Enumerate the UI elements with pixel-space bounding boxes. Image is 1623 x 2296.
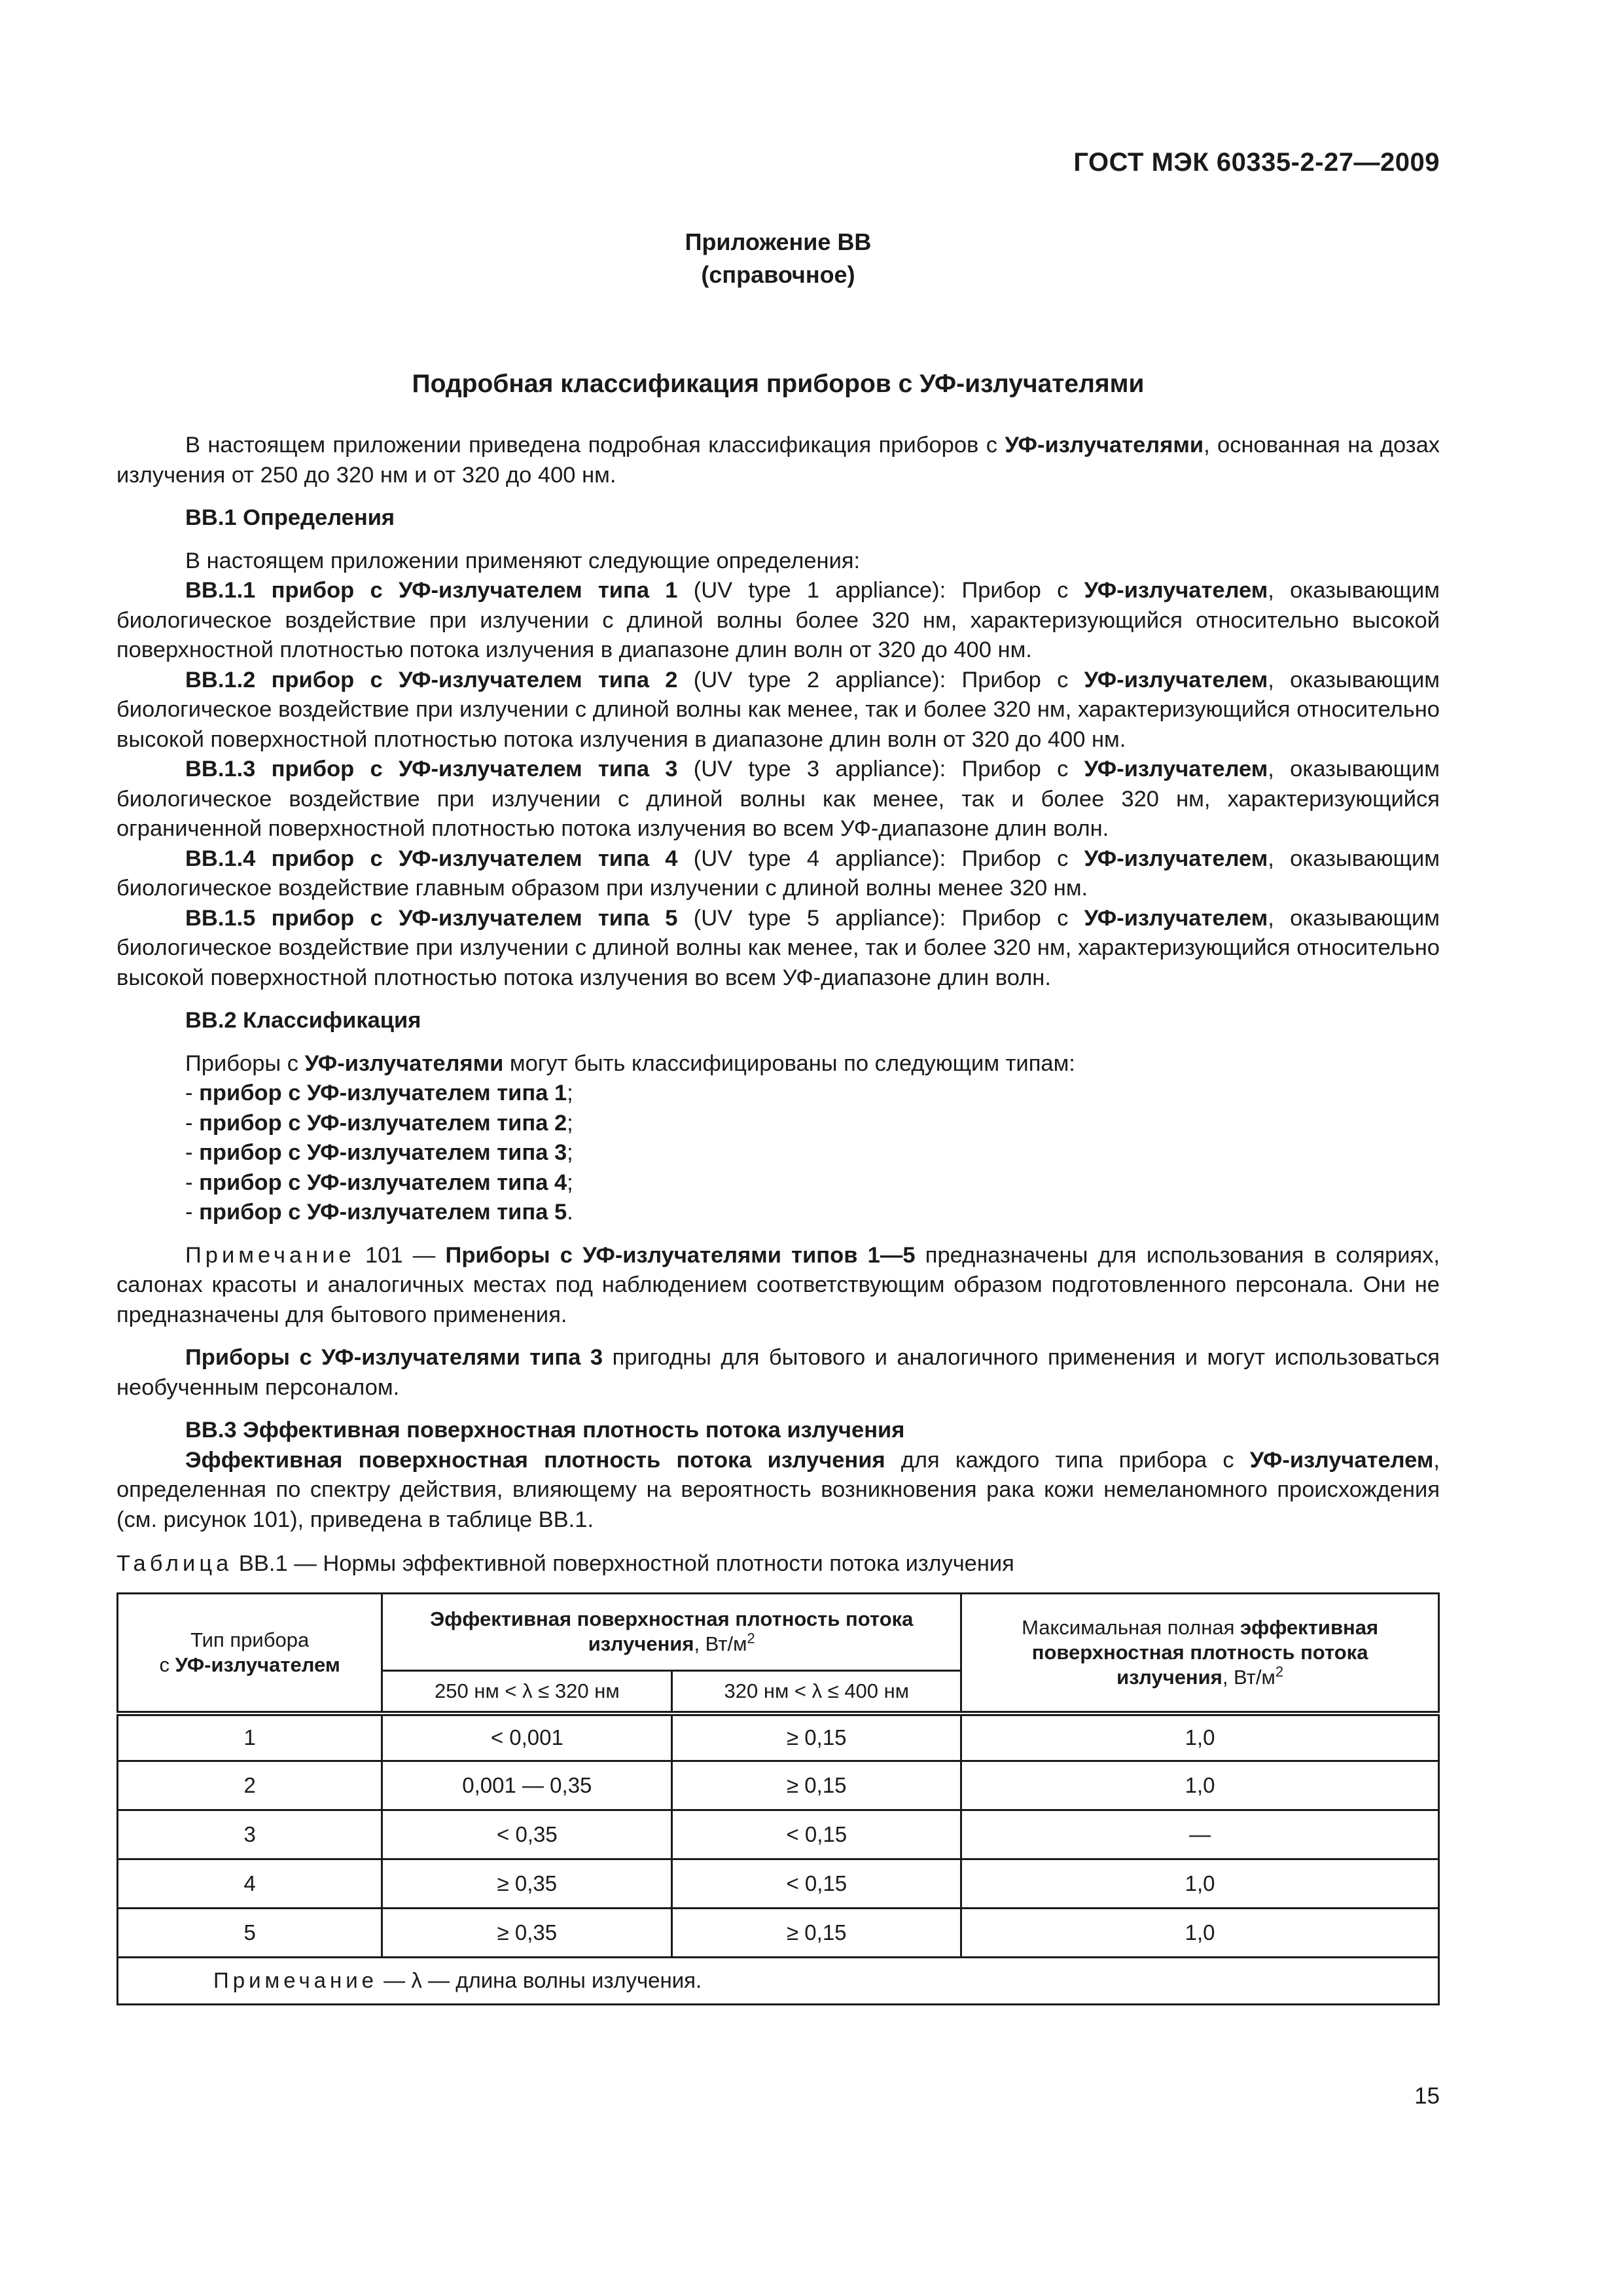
- cell-uvb: ≥ 0,35: [382, 1908, 672, 1957]
- column-header-250-320: 250 нм < λ ≤ 320 нм: [382, 1670, 672, 1713]
- column-header-max-total: Максимальная полная эффективная поверхностная плотность потока излучения, $Вт/м^2$: [961, 1593, 1439, 1713]
- table-row: [118, 1859, 1439, 1908]
- column-header-effective-irradiance: Эффективная поверхностная плотность потока излучения, $Вт/м^2$: [382, 1593, 961, 1670]
- list-item: - прибор с УФ-излучателем типа 4;: [185, 1170, 573, 1195]
- table-note-label: Примечание: [213, 1968, 378, 1992]
- list-item: - прибор с УФ-излучателем типа 2;: [185, 1110, 573, 1136]
- intro-term: УФ-излучателями: [1005, 433, 1204, 457]
- cell-type: 3: [118, 1810, 382, 1859]
- cell-max: —: [961, 1810, 1439, 1859]
- cell-type: 1: [118, 1713, 382, 1761]
- cell-type: 2: [118, 1761, 382, 1810]
- intro-paragraph: [116, 431, 1440, 490]
- definition-bb1-4: ВВ.1.4 прибор с УФ-излучателем типа 4 (UV type 4 appliance): Прибор с УФ-излучателем, оказывающим биологическое воздействие главным образом при излучении с длиной волны менее 320 нм.: [116, 846, 1440, 901]
- cell-max: 1,0: [961, 1761, 1439, 1810]
- type3-paragraph: Приборы с УФ-излучателями типа 3 пригодны для бытового и аналогичного применения и могут использоваться необученным персоналом.: [116, 1345, 1440, 1400]
- annex-main-title: Подробная классификация приборов с УФ-излучателями: [412, 370, 1145, 398]
- intro-text-2: , основанная на дозах излучения от 250 до 320 нм и от 320 до 400 нм.: [116, 433, 1440, 488]
- intro-text-1: В настоящем приложении приведена подробная классификация приборов с: [185, 433, 1005, 457]
- definition-bb1-3: ВВ.1.3 прибор с УФ-излучателем типа 3 (UV type 3 appliance): Прибор с УФ-излучателем, оказывающим биологическое воздействие при излучении с длиной волны как менее, так и более 320 нм, характеризующийся ограниченной поверхностной плотностью потока излучения во всем УФ-диапазоне длин волн.: [116, 757, 1440, 841]
- list-item: - прибор с УФ-излучателем типа 5.: [185, 1200, 573, 1225]
- page-number: 15: [1414, 2083, 1440, 2109]
- list-item: - прибор с УФ-излучателем типа 1;: [185, 1081, 573, 1105]
- cell-uvb: < 0,35: [382, 1810, 672, 1859]
- table-row: [118, 1810, 1439, 1859]
- cell-max: 1,0: [961, 1859, 1439, 1908]
- cell-uva: < 0,15: [672, 1810, 961, 1859]
- definition-bb1-1: ВВ.1.1 прибор с УФ-излучателем типа 1 (UV type 1 appliance): Прибор с УФ-излучателем, оказывающим биологическое воздействие при излучении с длиной волны более 320 нм, характеризующийся относительно высокой поверхностной плотностью потока излучения в диапазоне длин волн от 320 до 400 нм.: [116, 578, 1440, 662]
- annex-title: Приложение ВВ: [685, 228, 872, 255]
- cell-uva: ≥ 0,15: [672, 1908, 961, 1957]
- definition-bb1-5: ВВ.1.5 прибор с УФ-излучателем типа 5 (UV type 5 appliance): Прибор с УФ-излучателем, оказывающим биологическое воздействие при излучении с длиной волны как менее, так и более 320 нм, характеризующийся относительно высокой поверхностной плотностью потока излучения во всем УФ-диапазоне длин волн.: [116, 905, 1440, 990]
- definition-bb1-2: ВВ.1.2 прибор с УФ-излучателем типа 2 (UV type 2 appliance): Прибор с УФ-излучателем, оказывающим биологическое воздействие при излучении с длиной волны как менее, так и более 320 нм, характеризующийся относительно высокой поверхностной плотностью потока излучения в диапазоне длин волн от 320 до 400 нм.: [116, 667, 1440, 752]
- bb1-heading: ВВ.1 Определения: [185, 505, 395, 530]
- column-header-type: Тип прибора с УФ-излучателем: [118, 1593, 382, 1713]
- note-101: Примечание 101 — Приборы с УФ-излучателями типов 1—5 предназначены для использования в соляриях, салонах красоты и аналогичных местах под наблюдением соответствующим образом подготовленного персонала. Они не предназначены для бытового применения.: [116, 1242, 1440, 1327]
- cell-uva: ≥ 0,15: [672, 1713, 961, 1761]
- bb3-paragraph: Эффективная поверхностная плотность потока излучения для каждого типа прибора с УФ-излучателем, определенная по спектру действия, влияющему на вероятность возникновения рака кожи немеланомного происхождения (см. рисунок 101), приведена в таблице ВВ.1.: [116, 1447, 1440, 1532]
- cell-uvb: ≥ 0,35: [382, 1859, 672, 1908]
- irradiance-table: [116, 1592, 1440, 2005]
- bb1-lead: В настоящем приложении применяют следующие определения:: [185, 548, 861, 573]
- annex-status: (справочное): [701, 261, 855, 288]
- table-note-row: [118, 1957, 1439, 2004]
- bb2-heading: ВВ.2 Классификация: [185, 1008, 421, 1033]
- bb2-lead: Приборы с УФ-излучателями могут быть классифицированы по следующим типам:: [185, 1050, 1075, 1076]
- table-row: [118, 1713, 1439, 1761]
- column-header-320-400: 320 нм < λ ≤ 400 нм: [672, 1670, 961, 1713]
- cell-uvb: 0,001 — 0,35: [382, 1761, 672, 1810]
- table-caption: Таблица ВВ.1 — Нормы эффективной поверхностной плотности потока излучения: [116, 1551, 1014, 1576]
- annex-heading: [116, 226, 1440, 291]
- table-note: Примечание — λ — длина волны излучения.: [118, 1957, 1439, 2004]
- cell-max: 1,0: [961, 1713, 1439, 1761]
- standard-designation: ГОСТ МЭК 60335-2-27—2009: [1073, 148, 1440, 177]
- list-item: - прибор с УФ-излучателем типа 3;: [185, 1140, 573, 1165]
- table-row: [118, 1908, 1439, 1957]
- note-label: Примечание: [185, 1242, 355, 1268]
- cell-type: 5: [118, 1908, 382, 1957]
- cell-uvb: < 0,001: [382, 1713, 672, 1761]
- cell-uva: < 0,15: [672, 1859, 961, 1908]
- table-caption-label: Таблица: [116, 1551, 233, 1576]
- bb3-heading: ВВ.3 Эффективная поверхностная плотность потока излучения: [185, 1418, 905, 1443]
- cell-max: 1,0: [961, 1908, 1439, 1957]
- cell-uva: ≥ 0,15: [672, 1761, 961, 1810]
- table-row: [118, 1761, 1439, 1810]
- cell-type: 4: [118, 1859, 382, 1908]
- document-body: [116, 431, 1440, 2005]
